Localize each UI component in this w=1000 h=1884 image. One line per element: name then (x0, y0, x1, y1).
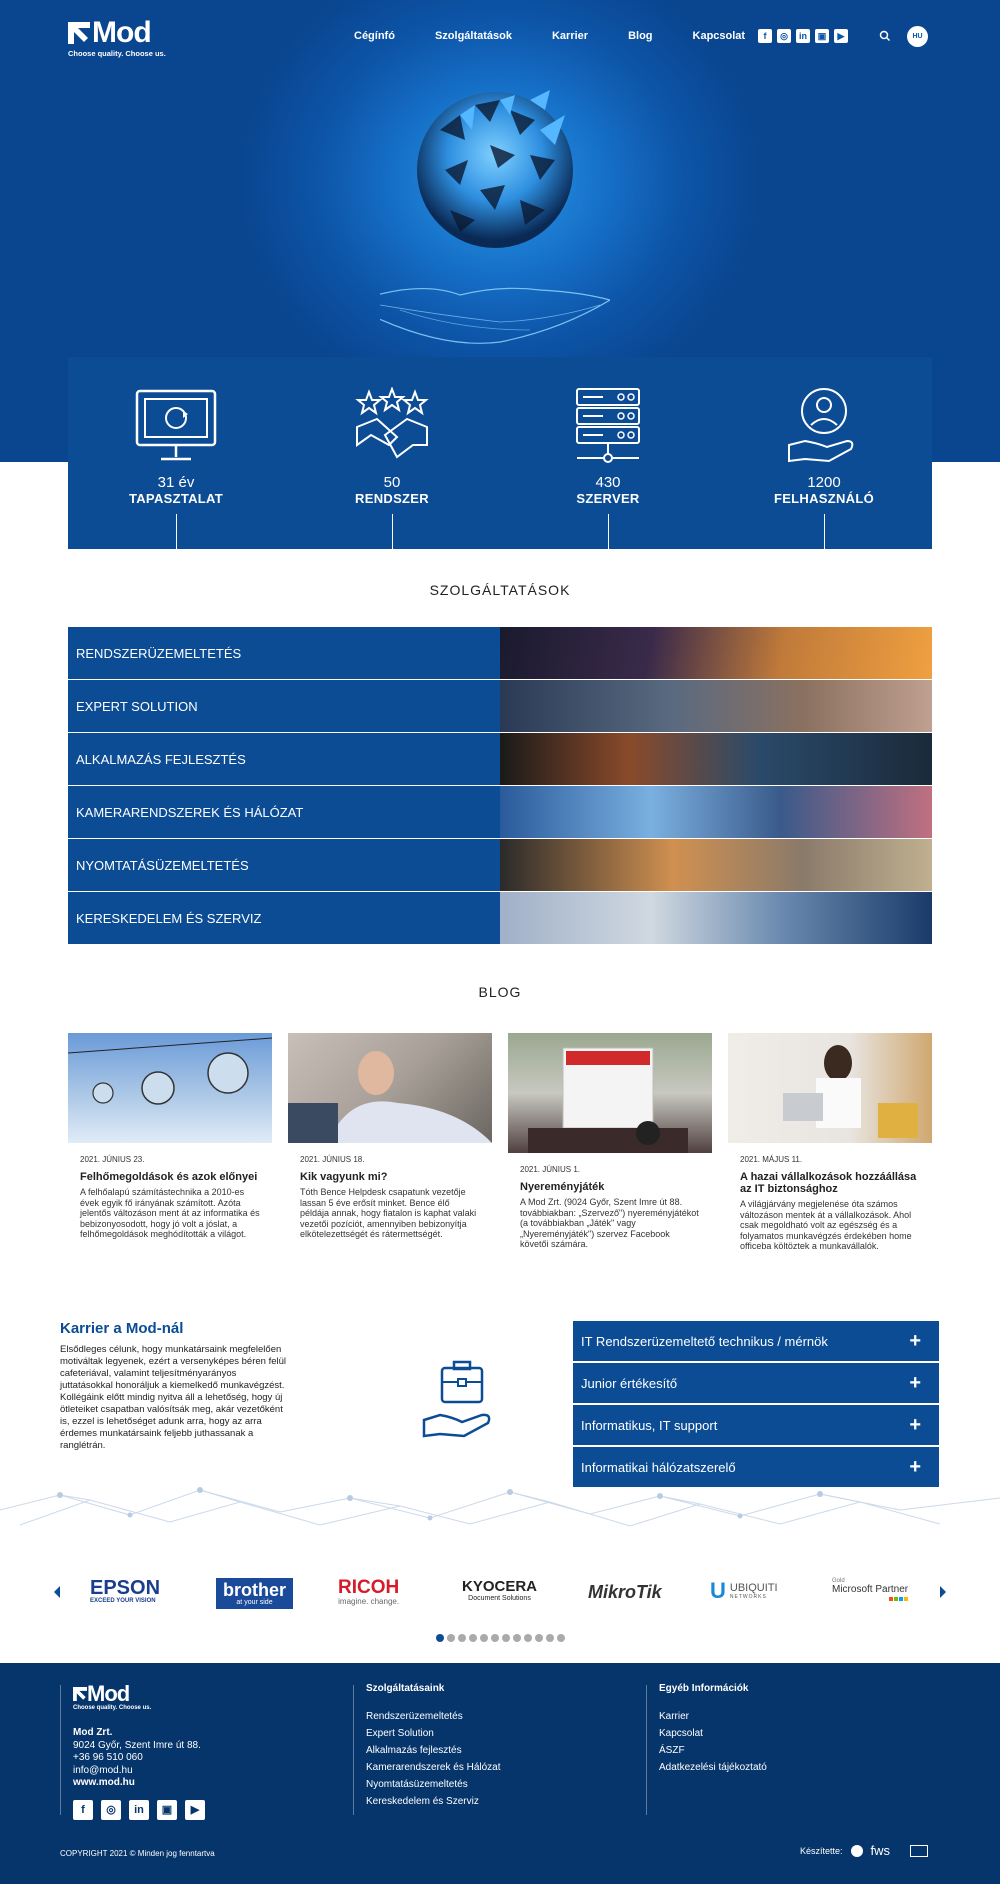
footer-company-column (73, 1683, 205, 1820)
partner-logo-microsoft[interactable]: Gold Microsoft Partner (832, 1578, 908, 1601)
blog-post-title[interactable]: A hazai vállalkozások hozzáállása az IT biztonsághoz (740, 1171, 917, 1195)
stat-label: RENDSZER (355, 491, 429, 506)
footer-divider (646, 1685, 647, 1815)
header-social (758, 29, 848, 43)
stat-label: SZERVER (576, 491, 640, 506)
nav-szolgaltatasok[interactable]: Szolgáltatások (434, 30, 512, 42)
service-label: KAMERARENDSZEREK ÉS HÁLÓZAT (68, 786, 500, 838)
fws-logo-icon (851, 1845, 863, 1857)
nav-cegínfo[interactable]: Cégínfó (354, 30, 395, 42)
stat-divider (176, 514, 177, 549)
woman-laptop-icon (728, 1033, 932, 1143)
server-icon (565, 387, 651, 467)
blog-post-image (68, 1033, 272, 1143)
made-by-label: Készítette: (800, 1845, 843, 1856)
stat-divider (392, 514, 393, 549)
stat-divider (824, 514, 825, 549)
company-web[interactable]: www.mod.hu (73, 1777, 135, 1788)
facebook-icon[interactable]: f (758, 29, 772, 43)
footer-services-column (366, 1683, 501, 1810)
stat-users (716, 357, 932, 549)
partner-logo-mikrotik[interactable]: MikroTik (588, 1582, 662, 1602)
footer-link[interactable]: Karrier (659, 1711, 690, 1722)
stats-panel (68, 357, 932, 549)
blog-post-title[interactable]: Kik vagyunk mi? (300, 1171, 388, 1183)
service-item[interactable] (68, 892, 932, 945)
blog-post-image (288, 1033, 492, 1143)
blog-post-date: 2021. MÁJUS 11. (740, 1155, 803, 1164)
stat-value: 50 (383, 474, 401, 491)
blog-title: BLOG (478, 984, 522, 1000)
carousel-dot[interactable] (502, 1634, 510, 1642)
job-item[interactable] (573, 1405, 939, 1445)
search-icon[interactable] (878, 29, 892, 43)
footer-link[interactable]: Nyomtatásüzemeltetés (366, 1779, 468, 1790)
carousel-dot[interactable] (535, 1634, 543, 1642)
carousel-dot[interactable] (557, 1634, 565, 1642)
blog-post-date: 2021. JÚNIUS 1. (520, 1165, 581, 1174)
twitch-icon[interactable]: ▣ (157, 1800, 177, 1820)
carousel-dot[interactable] (524, 1634, 532, 1642)
stat-value: 31 év (157, 474, 195, 491)
plus-icon[interactable]: + (909, 1371, 921, 1394)
services-title: SZOLGÁLTATÁSOK (429, 582, 571, 598)
service-image (500, 786, 932, 838)
briefcase-hand-icon (420, 1360, 504, 1444)
partner-logo-epson[interactable]: EPSON EXCEED YOUR VISION (90, 1577, 161, 1604)
footer-social (73, 1800, 205, 1820)
job-title: Junior értékesítő (581, 1375, 678, 1391)
stat-servers (500, 357, 716, 549)
facebook-icon[interactable]: f (73, 1800, 93, 1820)
service-label: RENDSZERÜZEMELTETÉS (68, 627, 500, 679)
footer-other-column (659, 1683, 767, 1776)
footer-link[interactable]: Alkalmazás fejlesztés (366, 1745, 462, 1756)
nav-kapcsolat[interactable]: Kapcsolat (692, 30, 746, 42)
youtube-icon[interactable]: ▶ (185, 1800, 205, 1820)
plus-icon[interactable]: + (909, 1455, 921, 1478)
blog-post[interactable] (728, 1033, 932, 1252)
footer-link[interactable]: Kamerarendszerek és Hálózat (366, 1762, 501, 1773)
lightbulb-icon (68, 1033, 272, 1143)
partner-carousel (50, 1578, 950, 1608)
service-item[interactable] (68, 786, 932, 839)
footer-divider (60, 1685, 61, 1815)
person-photo-icon (288, 1033, 492, 1143)
job-title: Informatikus, IT support (581, 1417, 718, 1433)
stat-divider (608, 514, 609, 549)
service-item[interactable] (68, 680, 932, 733)
carousel-dot[interactable] (447, 1634, 455, 1642)
footer (0, 1663, 1000, 1884)
footer-other-title: Egyéb Információk (659, 1683, 749, 1694)
footer-divider (353, 1685, 354, 1815)
service-label: NYOMTATÁSÜZEMELTETÉS (68, 839, 500, 891)
globe-hand-illustration (380, 60, 610, 360)
company-address: 9024 Győr, Szent Imre út 88. (73, 1739, 201, 1751)
partner-logo-brother[interactable]: brother at your side (216, 1578, 293, 1609)
footer-logo-tagline: Choose quality. Choose us. (73, 1705, 152, 1711)
partner-badge-icon (910, 1845, 928, 1857)
instagram-icon[interactable]: ◎ (777, 29, 791, 43)
blog-post[interactable] (68, 1033, 272, 1252)
carousel-dot[interactable] (469, 1634, 477, 1642)
carousel-dot[interactable] (480, 1634, 488, 1642)
blog-post-title[interactable]: Felhőmegoldások és azok előnyei (80, 1171, 258, 1183)
main-nav (354, 30, 785, 42)
linkedin-icon[interactable]: in (129, 1800, 149, 1820)
blog-list (68, 1033, 932, 1252)
footer-link[interactable]: Rendszerüzemeltetés (366, 1711, 463, 1722)
stat-label: TAPASZTALAT (128, 491, 224, 506)
carousel-next-icon[interactable] (940, 1586, 946, 1598)
linkedin-icon[interactable]: in (796, 29, 810, 43)
career-title: Karrier a Mod-nál (60, 1320, 184, 1337)
blog-post[interactable] (508, 1033, 712, 1252)
youtube-icon[interactable]: ▶ (834, 29, 848, 43)
footer-link[interactable]: ÁSZF (659, 1745, 685, 1756)
company-email[interactable]: info@mod.hu (73, 1764, 133, 1776)
service-image (500, 733, 932, 785)
network-decoration (0, 1440, 1000, 1530)
blog-post-excerpt: A felhőalapú számítástechnika a 2010-es évek egyik fő irányának számított. Azóta jelentős változáson ment át az informatika és bebizonyosodott, hogy jó volt a jóslat, a felhőmegoldások meghódították a világot. (80, 1187, 260, 1239)
service-label: EXPERT SOLUTION (68, 680, 500, 732)
user-hand-icon (781, 387, 867, 467)
footer-link[interactable]: Kereskedelem és Szerviz (366, 1796, 479, 1807)
carousel-dot[interactable] (491, 1634, 499, 1642)
made-by (800, 1843, 928, 1858)
services-list (68, 627, 932, 945)
stat-systems (284, 357, 500, 549)
stat-label: FELHASZNÁLÓ (773, 491, 875, 506)
carousel-dot[interactable] (436, 1634, 444, 1642)
blog-post-image (508, 1033, 712, 1153)
plus-icon[interactable]: + (909, 1329, 921, 1352)
service-image (500, 892, 932, 944)
blog-post-date: 2021. JÚNIUS 23. (80, 1155, 145, 1164)
blog-post-excerpt: Tóth Bence Helpdesk csapatunk vezetője lassan 5 éve erősít minket. Bence élő példája annak, hogy fiatalon is kaphat valaki vezetői pozíciót, amennyiben bebizonyítja elkötelezettségét és rátermettségét. (300, 1187, 477, 1239)
blog-post[interactable] (288, 1033, 492, 1252)
nav-blog[interactable]: Blog (628, 30, 653, 42)
service-label: KERESKEDELEM ÉS SZERVIZ (68, 892, 500, 944)
service-image (500, 680, 932, 732)
instagram-icon[interactable]: ◎ (101, 1800, 121, 1820)
logo[interactable] (68, 18, 166, 58)
blog-post-image (728, 1033, 932, 1143)
service-image (500, 627, 932, 679)
company-phone[interactable]: +36 96 510 060 (73, 1752, 143, 1763)
partner-logo-kyocera[interactable]: KYOCERA Document Solutions (462, 1578, 538, 1602)
stat-experience (68, 357, 284, 549)
service-item[interactable] (68, 839, 932, 892)
language-switch[interactable]: HU (907, 26, 928, 47)
made-by-name[interactable]: fws (870, 1843, 891, 1858)
service-item[interactable] (68, 627, 932, 680)
footer-link[interactable]: Kapcsolat (659, 1728, 703, 1739)
logo-arrow-icon (68, 22, 90, 44)
logo-arrow-icon (73, 1683, 87, 1697)
company-name: Mod Zrt. (73, 1727, 113, 1738)
carousel-dot[interactable] (513, 1634, 521, 1642)
ubiquiti-u-icon: U (710, 1578, 726, 1603)
job-item[interactable] (573, 1363, 939, 1403)
monopoly-box-icon (508, 1033, 712, 1153)
stat-value: 430 (595, 474, 621, 491)
job-title: Informatikai hálózatszerelő (581, 1459, 736, 1475)
service-item[interactable] (68, 733, 932, 786)
twitch-icon[interactable]: ▣ (815, 29, 829, 43)
logo-tagline: Choose quality. Choose us. (68, 49, 166, 58)
carousel-prev-icon[interactable] (54, 1586, 60, 1598)
footer-services-title: Szolgáltatásaink (366, 1683, 445, 1694)
footer-contact (73, 1727, 205, 1790)
plus-icon[interactable]: + (909, 1413, 921, 1436)
footer-logo[interactable]: Mod (73, 1683, 205, 1705)
blog-post-title[interactable]: Nyereményjáték (520, 1181, 605, 1193)
copyright: COPYRIGHT 2021 © Minden jog fenntartva (60, 1849, 215, 1858)
monitor-icon (133, 387, 219, 467)
logo-text: Mod (92, 16, 151, 49)
service-label: ALKALMAZÁS FEJLESZTÉS (68, 733, 500, 785)
career-text: Elsődleges célunk, hogy munkatársaink megfelelően motiváltak legyenek, ezért a versenyképes béren felül cafeteriával, valamint teljesítményarányos juttatásokkal honoráljuk a kiemelkedő munkavégzést. Kollégáink előtt mindig nyitva áll a lehetőség, hogy új ötleteiket csapatban valósítsák meg, akár vezetőként is, ezzel is lehetőséget adunk arra, hogy az arra érdemes munkatársaink feljebb juthassanak a ranglétrán. (60, 1344, 287, 1451)
partner-logo-ricoh[interactable]: RICOH imagine. change. (338, 1577, 400, 1606)
carousel-dot[interactable] (546, 1634, 554, 1642)
carousel-dots (436, 1634, 565, 1642)
carousel-dot[interactable] (458, 1634, 466, 1642)
footer-link[interactable]: Expert Solution (366, 1728, 434, 1739)
blog-post-date: 2021. JÚNIUS 18. (300, 1155, 365, 1164)
handshake-icon (349, 387, 435, 467)
partner-logo-ubiquiti[interactable]: U UBIQUITI NETWORKS (710, 1578, 778, 1603)
blog-post-excerpt: A világjárvány megjelenése óta számos változáson mentek át a vállalkozások. Ahol csak megoldható volt az egészség és a folyamatos munkavégzés érdekében home officeba költöztek a munkavállalók. (740, 1199, 912, 1251)
job-item[interactable] (573, 1321, 939, 1361)
stat-value: 1200 (807, 474, 841, 491)
job-title: IT Rendszerüzemeltető technikus / mérnök (581, 1333, 828, 1349)
footer-link[interactable]: Adatkezelési tájékoztató (659, 1762, 767, 1773)
blog-post-excerpt: A Mod Zrt. (9024 Győr, Szent Imre út 88. továbbiakban: „Szervező") nyereményjátékot (a továbbiakban „Játék" vagy „Nyereményjáték") szervez Facebook követői számára. (520, 1197, 699, 1249)
microsoft-logo-icon (832, 1597, 908, 1601)
nav-karrier[interactable]: Karrier (551, 30, 589, 42)
service-image (500, 839, 932, 891)
